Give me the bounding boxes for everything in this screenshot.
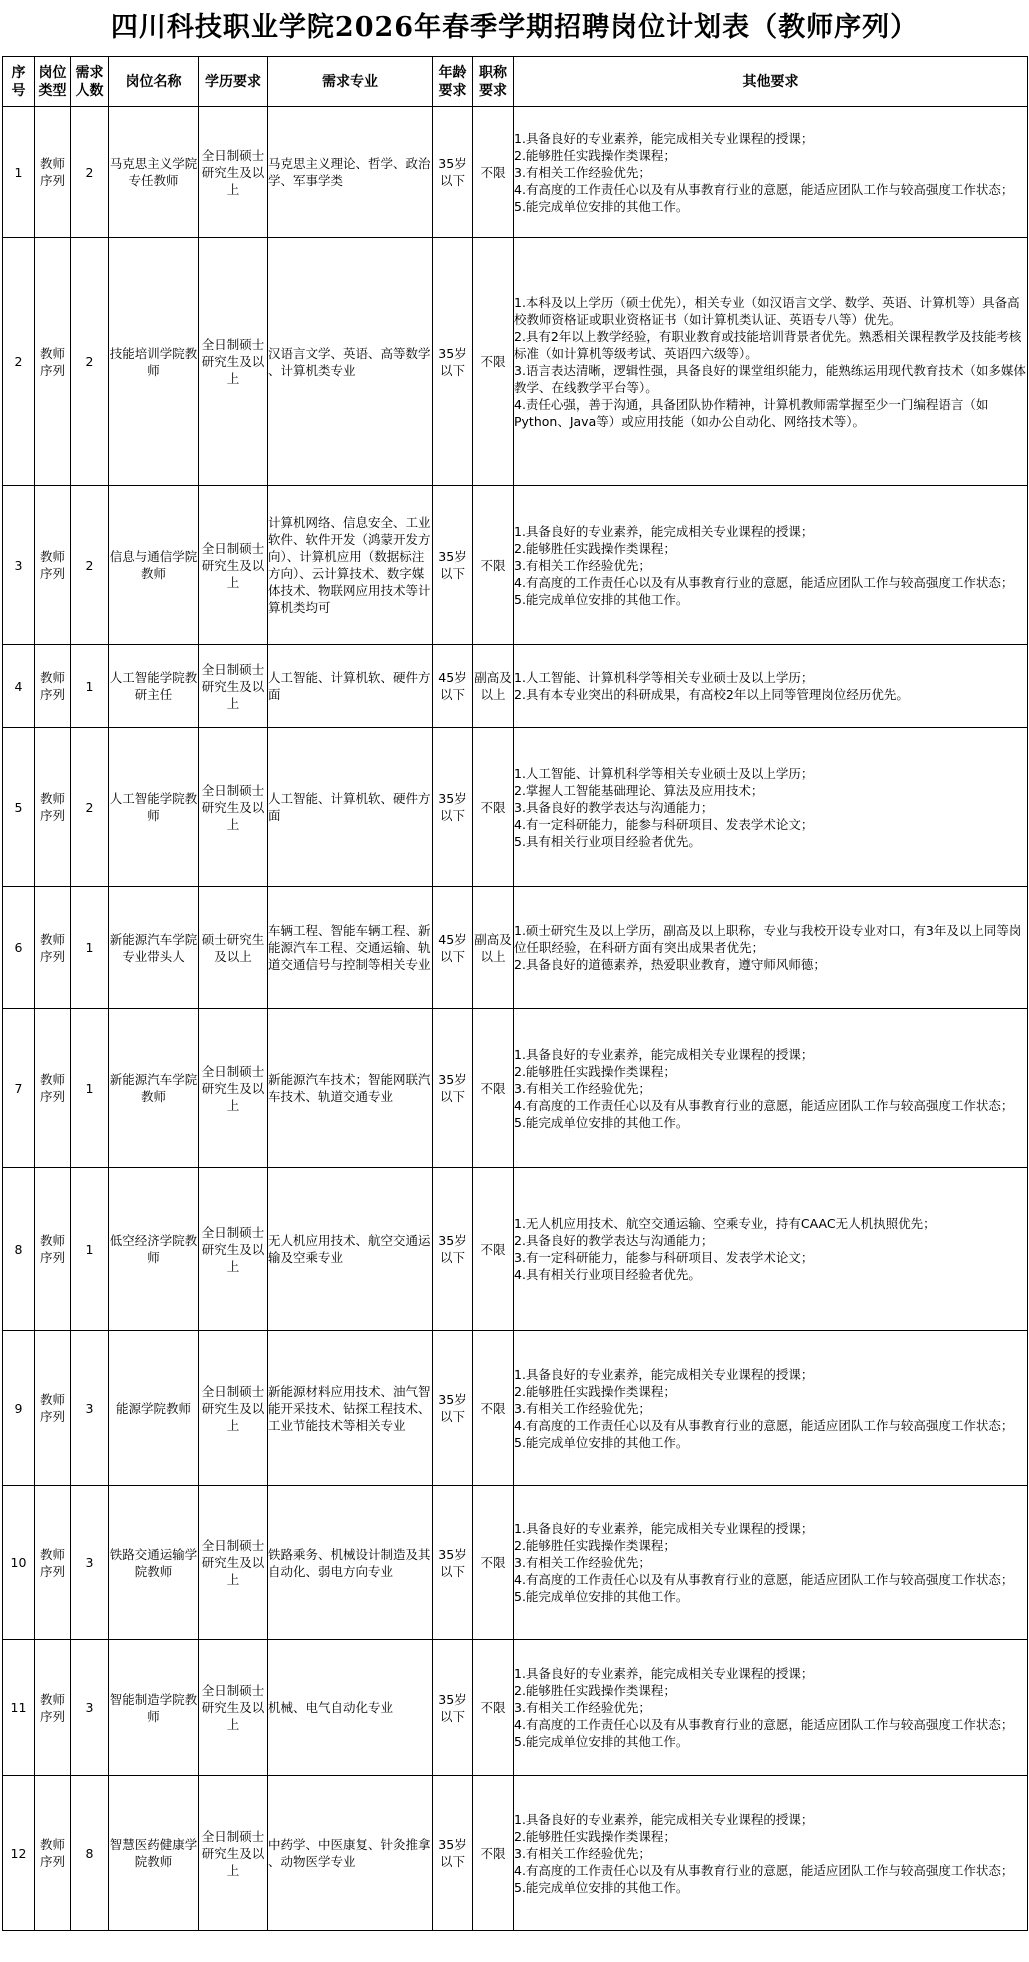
row-category-cell: 教师 序列 xyxy=(35,107,71,238)
requirement-item: 2.能够胜任实践操作类课程； xyxy=(514,1683,676,1698)
row-education-cell: 全日制硕士 研究生及以 上 xyxy=(199,486,268,645)
row-index-cell: 2 xyxy=(3,238,35,486)
requirement-item: 1.无人机应用技术、航空交通运输、空乘专业，持有CAAC无人机执照优先； xyxy=(514,1216,936,1231)
row-title-cell: 不限 xyxy=(473,1009,514,1168)
row-position-cell: 信息与通信学院 教师 xyxy=(109,486,199,645)
row-position-cell: 智慧医药健康学 院教师 xyxy=(109,1776,199,1931)
row-major-cell: 车辆工程、智能车辆工程、新 能源汽车工程、交通运输、轨 道交通信号与控制等相关专业 xyxy=(268,887,433,1009)
row-count-cell: 1 xyxy=(71,1009,109,1168)
requirement-item: 1.本科及以上学历（硕士优先），相关专业（如汉语言文学、数学、英语、计算机等）具备高校教师资格证或职业资格证书（如计算机类认证、英语专八等）优先。 xyxy=(514,294,1020,327)
table-row xyxy=(3,887,1028,1009)
row-position-cell: 人工智能学院教 师 xyxy=(109,728,199,887)
row-requirements-cell xyxy=(514,887,1028,1009)
row-index-cell: 5 xyxy=(3,728,35,887)
row-title-cell: 不限 xyxy=(473,1486,514,1640)
row-category-cell: 教师 序列 xyxy=(35,1009,71,1168)
requirement-item: 5.能完成单位安排的其他工作。 xyxy=(514,1879,689,1895)
header-other: 其他要求 xyxy=(514,57,1028,107)
table-row xyxy=(3,107,1028,238)
row-category-cell: 教师 序列 xyxy=(35,645,71,728)
requirement-item: 4.有高度的工作责任心以及有从事教育行业的意愿，能适应团队工作与较高强度工作状态； xyxy=(514,1097,1014,1113)
row-education-cell: 全日制硕士 研究生及以 上 xyxy=(199,1640,268,1776)
row-index-cell: 12 xyxy=(3,1776,35,1931)
row-requirements-cell xyxy=(514,728,1028,887)
table-row xyxy=(3,1331,1028,1486)
row-title-cell: 不限 xyxy=(473,107,514,238)
row-major-cell: 新能源汽车技术；智能网联汽 车技术、轨道交通专业 xyxy=(268,1009,433,1168)
row-position-cell: 能源学院教师 xyxy=(109,1331,199,1486)
row-title-cell: 副高及 以上 xyxy=(473,887,514,1009)
row-education-cell: 全日制硕士 研究生及以 上 xyxy=(199,1331,268,1486)
requirement-item: 1.硕士研究生及以上学历，副高及以上职称，专业与我校开设专业对口，有3年及以上同等岗位任职经验，在科研方面有突出成果者优先； xyxy=(514,923,1022,955)
row-index-cell: 3 xyxy=(3,486,35,645)
requirement-item: 2.具有本专业突出的科研成果，有高校2年以上同等管理岗位经历优先。 xyxy=(514,687,909,702)
row-major-cell: 无人机应用技术、航空交通运 输及空乘专业 xyxy=(268,1168,433,1331)
row-title-cell: 不限 xyxy=(473,728,514,887)
row-requirements-cell xyxy=(514,486,1028,645)
requirement-item: 4.具有相关行业项目经验者优先。 xyxy=(514,1267,701,1282)
row-category-cell: 教师 序列 xyxy=(35,1640,71,1776)
row-title-cell: 不限 xyxy=(473,1168,514,1331)
row-count-cell: 3 xyxy=(71,1640,109,1776)
requirement-item: 3.语言表达清晰，逻辑性强，具备良好的课堂组织能力，能熟练运用现代教育技术（如多媒体教学、在线教学平台等）。 xyxy=(514,362,1026,395)
row-title-cell: 不限 xyxy=(473,238,514,486)
row-major-cell: 新能源材料应用技术、油气智 能开采技术、钻探工程技术、 工业节能技术等相关专业 xyxy=(268,1331,433,1486)
row-age-cell: 35岁 以下 xyxy=(433,107,473,238)
row-age-cell: 35岁 以下 xyxy=(433,728,473,887)
requirement-item: 3.有相关工作经验优先； xyxy=(514,164,651,180)
requirement-item: 2.具备良好的教学表达与沟通能力； xyxy=(514,1233,714,1248)
requirement-item: 3.有相关工作经验优先； xyxy=(514,1555,651,1570)
requirement-item: 4.有高度的工作责任心以及有从事教育行业的意愿，能适应团队工作与较高强度工作状态； xyxy=(514,1572,1014,1587)
table-row xyxy=(3,645,1028,728)
row-count-cell: 1 xyxy=(71,1168,109,1331)
requirement-item: 3.具备良好的教学表达与沟通能力； xyxy=(514,799,714,815)
requirement-item: 4.有高度的工作责任心以及有从事教育行业的意愿，能适应团队工作与较高强度工作状态； xyxy=(514,1717,1014,1732)
row-age-cell: 35岁 以下 xyxy=(433,1009,473,1168)
table-row xyxy=(3,1009,1028,1168)
row-major-cell: 计算机网络、信息安全、工业 软件、软件开发（鸿蒙开发方 向）、计算机应用（数据标注 方向）、云计算技术、数字媒 体技术、物联网应用技术等计 算机类均可 xyxy=(268,486,433,645)
row-requirements-cell xyxy=(514,1776,1028,1931)
row-position-cell: 人工智能学院教 研主任 xyxy=(109,645,199,728)
table-row xyxy=(3,1168,1028,1331)
requirement-item: 4.有高度的工作责任心以及有从事教育行业的意愿，能适应团队工作与较高强度工作状态； xyxy=(514,181,1014,197)
requirement-item: 2.具有2年以上教学经验，有职业教育或技能培训背景者优先。熟悉相关课程教学及技能考核标准（如计算机等级考试、英语四六级等）。 xyxy=(514,328,1022,361)
row-requirements-cell xyxy=(514,1331,1028,1486)
row-major-cell: 汉语言文学、英语、高等数学 、计算机类专业 xyxy=(268,238,433,486)
requirement-item: 4.有高度的工作责任心以及有从事教育行业的意愿，能适应团队工作与较高强度工作状态； xyxy=(514,574,1014,590)
row-age-cell: 35岁 以下 xyxy=(433,1168,473,1331)
table-row xyxy=(3,1640,1028,1776)
requirement-item: 1.具备良好的专业素养，能完成相关专业课程的授课； xyxy=(514,523,814,539)
row-position-cell: 新能源汽车学院 教师 xyxy=(109,1009,199,1168)
table-row xyxy=(3,486,1028,645)
requirement-item: 2.能够胜任实践操作类课程； xyxy=(514,1063,676,1079)
requirement-item: 3.有相关工作经验优先； xyxy=(514,557,651,573)
row-title-cell: 不限 xyxy=(473,1776,514,1931)
row-requirements-cell xyxy=(514,1640,1028,1776)
row-count-cell: 3 xyxy=(71,1486,109,1640)
row-category-cell: 教师 序列 xyxy=(35,887,71,1009)
requirement-item: 2.能够胜任实践操作类课程； xyxy=(514,1828,676,1844)
row-count-cell: 3 xyxy=(71,1331,109,1486)
row-position-cell: 智能制造学院教 师 xyxy=(109,1640,199,1776)
page-title: 四川科技职业学院2026年春季学期招聘岗位计划表（教师序列） xyxy=(110,12,919,43)
header-category: 岗位 类型 xyxy=(35,57,71,107)
row-index-cell: 7 xyxy=(3,1009,35,1168)
header-education: 学历要求 xyxy=(199,57,268,107)
requirement-item: 1.人工智能、计算机科学等相关专业硕士及以上学历； xyxy=(514,765,814,781)
row-title-cell: 不限 xyxy=(473,1331,514,1486)
row-requirements-cell xyxy=(514,1009,1028,1168)
requirement-item: 1.具备良好的专业素养，能完成相关专业课程的授课； xyxy=(514,1521,814,1536)
row-requirements-cell xyxy=(514,238,1028,486)
row-index-cell: 10 xyxy=(3,1486,35,1640)
row-category-cell: 教师 序列 xyxy=(35,1776,71,1931)
requirement-item: 1.具备良好的专业素养，能完成相关专业课程的授课； xyxy=(514,1666,814,1681)
row-age-cell: 45岁 以下 xyxy=(433,887,473,1009)
row-category-cell: 教师 序列 xyxy=(35,238,71,486)
requirement-item: 4.有一定科研能力，能参与科研项目、发表学术论文； xyxy=(514,816,814,832)
header-age: 年龄 要求 xyxy=(433,57,473,107)
row-education-cell: 全日制硕士 研究生及以 上 xyxy=(199,1168,268,1331)
row-index-cell: 4 xyxy=(3,645,35,728)
requirement-item: 2.掌握人工智能基础理论、算法及应用技术； xyxy=(514,782,764,798)
requirement-item: 2.能够胜任实践操作类课程； xyxy=(514,540,676,556)
requirement-item: 5.能完成单位安排的其他工作。 xyxy=(514,1589,689,1604)
row-requirements-cell xyxy=(514,645,1028,728)
row-category-cell: 教师 序列 xyxy=(35,1168,71,1331)
row-major-cell: 人工智能、计算机软、硬件方 面 xyxy=(268,645,433,728)
requirement-item: 1.具备良好的专业素养，能完成相关专业课程的授课； xyxy=(514,1046,814,1062)
row-index-cell: 1 xyxy=(3,107,35,238)
row-title-cell: 不限 xyxy=(473,486,514,645)
requirement-item: 2.能够胜任实践操作类课程； xyxy=(514,147,676,163)
row-education-cell: 全日制硕士 研究生及以 上 xyxy=(199,238,268,486)
requirement-item: 5.具有相关行业项目经验者优先。 xyxy=(514,833,701,849)
requirement-item: 2.能够胜任实践操作类课程； xyxy=(514,1538,676,1553)
row-title-cell: 不限 xyxy=(473,1640,514,1776)
header-position: 岗位名称 xyxy=(109,57,199,107)
header-count: 需求 人数 xyxy=(71,57,109,107)
table-row xyxy=(3,1776,1028,1931)
row-age-cell: 35岁 以下 xyxy=(433,1640,473,1776)
requirement-item: 1.具备良好的专业素养，能完成相关专业课程的授课； xyxy=(514,130,814,146)
row-education-cell: 全日制硕士 研究生及以 上 xyxy=(199,728,268,887)
header-major: 需求专业 xyxy=(268,57,433,107)
row-count-cell: 2 xyxy=(71,486,109,645)
row-major-cell: 机械、电气自动化专业 xyxy=(268,1640,433,1776)
requirement-item: 3.有相关工作经验优先； xyxy=(514,1700,651,1715)
table-row xyxy=(3,238,1028,486)
row-index-cell: 6 xyxy=(3,887,35,1009)
row-requirements-cell xyxy=(514,1486,1028,1640)
row-education-cell: 全日制硕士 研究生及以 上 xyxy=(199,107,268,238)
row-requirements-cell xyxy=(514,1168,1028,1331)
row-position-cell: 新能源汽车学院 专业带头人 xyxy=(109,887,199,1009)
requirement-item: 1.人工智能、计算机科学等相关专业硕士及以上学历； xyxy=(514,670,814,685)
requirement-item: 2.具备良好的道德素养，热爱职业教育，遵守师风师德； xyxy=(514,957,826,972)
row-major-cell: 马克思主义理论、哲学、政治 学、军事学类 xyxy=(268,107,433,238)
row-category-cell: 教师 序列 xyxy=(35,486,71,645)
requirement-item: 1.具备良好的专业素养，能完成相关专业课程的授课； xyxy=(514,1366,814,1382)
row-age-cell: 35岁 以下 xyxy=(433,1776,473,1931)
row-index-cell: 11 xyxy=(3,1640,35,1776)
row-position-cell: 技能培训学院教 师 xyxy=(109,238,199,486)
requirement-item: 5.能完成单位安排的其他工作。 xyxy=(514,591,689,607)
row-education-cell: 全日制硕士 研究生及以 上 xyxy=(199,1776,268,1931)
header-title: 职称 要求 xyxy=(473,57,514,107)
row-major-cell: 中药学、中医康复、针灸推拿 、动物医学专业 xyxy=(268,1776,433,1931)
row-title-cell: 副高及 以上 xyxy=(473,645,514,728)
requirement-item: 4.有高度的工作责任心以及有从事教育行业的意愿，能适应团队工作与较高强度工作状态； xyxy=(514,1417,1014,1433)
requirement-item: 5.能完成单位安排的其他工作。 xyxy=(514,1114,689,1130)
requirement-item: 3.有一定科研能力，能参与科研项目、发表学术论文； xyxy=(514,1250,814,1265)
requirement-item: 4.有高度的工作责任心以及有从事教育行业的意愿，能适应团队工作与较高强度工作状态； xyxy=(514,1862,1014,1878)
row-category-cell: 教师 序列 xyxy=(35,1331,71,1486)
row-age-cell: 35岁 以下 xyxy=(433,1486,473,1640)
row-index-cell: 8 xyxy=(3,1168,35,1331)
row-category-cell: 教师 序列 xyxy=(35,728,71,887)
requirement-item: 3.有相关工作经验优先； xyxy=(514,1845,651,1861)
requirement-item: 5.能完成单位安排的其他工作。 xyxy=(514,1734,689,1749)
row-index-cell: 9 xyxy=(3,1331,35,1486)
row-age-cell: 45岁 以下 xyxy=(433,645,473,728)
row-count-cell: 1 xyxy=(71,645,109,728)
requirement-item: 2.能够胜任实践操作类课程； xyxy=(514,1383,676,1399)
requirement-item: 3.有相关工作经验优先； xyxy=(514,1400,651,1416)
row-count-cell: 2 xyxy=(71,238,109,486)
requirement-item: 5.能完成单位安排的其他工作。 xyxy=(514,1434,689,1450)
row-major-cell: 人工智能、计算机软、硬件方 面 xyxy=(268,728,433,887)
row-education-cell: 硕士研究生 及以上 xyxy=(199,887,268,1009)
requirement-item: 4.责任心强，善于沟通，具备团队协作精神，计算机教师需掌握至少一门编程语言（如Python、Java等）或应用技能（如办公自动化、网络技术等）。 xyxy=(514,396,989,429)
table-row xyxy=(3,728,1028,887)
row-count-cell: 2 xyxy=(71,107,109,238)
table-header-row xyxy=(3,57,1028,107)
requirement-item: 5.能完成单位安排的其他工作。 xyxy=(514,198,689,214)
row-count-cell: 8 xyxy=(71,1776,109,1931)
row-age-cell: 35岁 以下 xyxy=(433,486,473,645)
row-position-cell: 马克思主义学院 专任教师 xyxy=(109,107,199,238)
row-education-cell: 全日制硕士 研究生及以 上 xyxy=(199,1486,268,1640)
header-index: 序 号 xyxy=(3,57,35,107)
row-count-cell: 1 xyxy=(71,887,109,1009)
row-count-cell: 2 xyxy=(71,728,109,887)
row-education-cell: 全日制硕士 研究生及以 上 xyxy=(199,645,268,728)
table-row xyxy=(3,1486,1028,1640)
row-age-cell: 35岁 以下 xyxy=(433,238,473,486)
row-age-cell: 35岁 以下 xyxy=(433,1331,473,1486)
row-education-cell: 全日制硕士 研究生及以 上 xyxy=(199,1009,268,1168)
row-position-cell: 铁路交通运输学 院教师 xyxy=(109,1486,199,1640)
requirement-item: 1.具备良好的专业素养，能完成相关专业课程的授课； xyxy=(514,1811,814,1827)
table-body xyxy=(3,107,1028,1931)
requirement-item: 3.有相关工作经验优先； xyxy=(514,1080,651,1096)
row-category-cell: 教师 序列 xyxy=(35,1486,71,1640)
row-major-cell: 铁路乘务、机械设计制造及其 自动化、弱电方向专业 xyxy=(268,1486,433,1640)
row-requirements-cell xyxy=(514,107,1028,238)
recruitment-table xyxy=(2,56,1028,1931)
row-position-cell: 低空经济学院教 师 xyxy=(109,1168,199,1331)
